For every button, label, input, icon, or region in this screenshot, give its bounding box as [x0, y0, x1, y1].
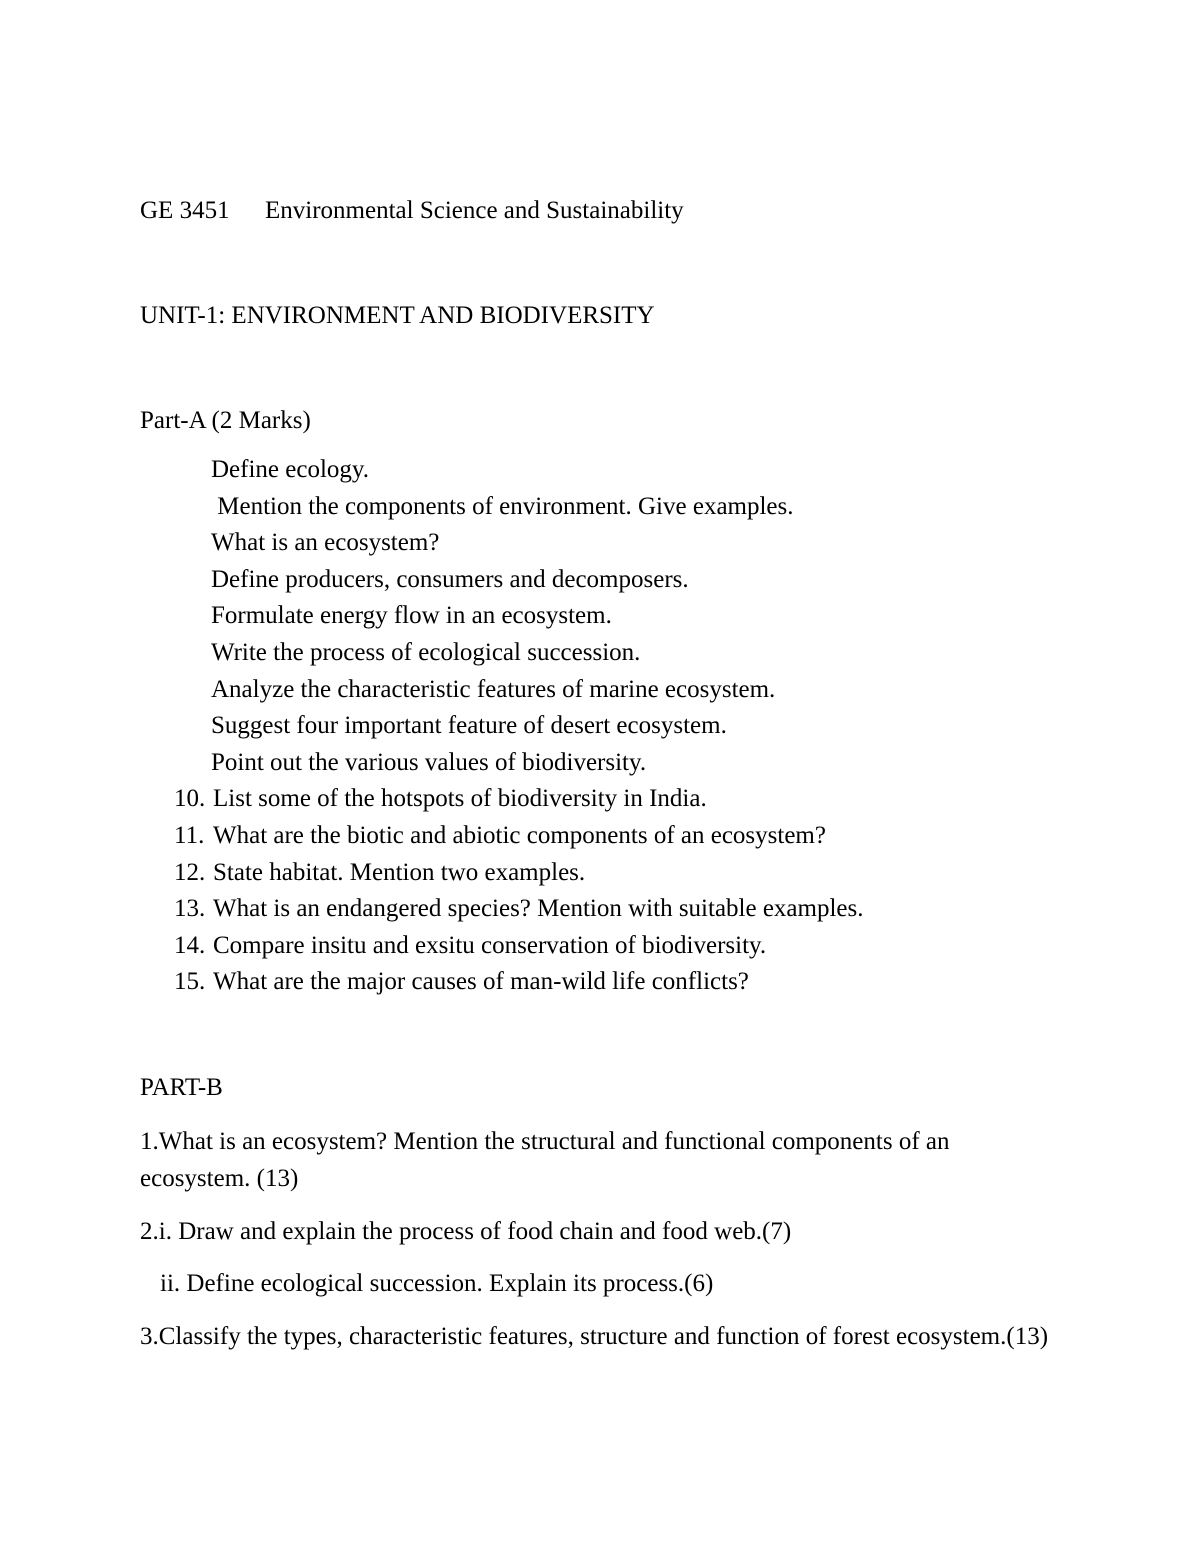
question-text: Write the process of ecological succession.: [211, 638, 641, 666]
part-b-title: PART-B: [140, 1074, 223, 1101]
course-name: Environmental Science and Sustainability: [265, 197, 684, 224]
question-number: 12.: [174, 858, 206, 886]
question-text: State habitat. Mention two examples.: [213, 858, 586, 886]
question-text: Mention the components of environment. Give examples.: [211, 492, 794, 520]
question-text: Point out the various values of biodiversity.: [211, 748, 647, 776]
question-number: 10.: [174, 785, 206, 813]
question-text: What is an ecosystem?: [211, 529, 440, 557]
course-code: GE 3451: [140, 197, 230, 224]
course-title: [140, 196, 684, 226]
question-text: What is an endangered species? Mention with suitable examples.: [213, 895, 864, 923]
question-number: 11.: [174, 821, 205, 849]
question-text: Define producers, consumers and decomposers.: [211, 565, 689, 593]
part-b-question-2-ii: ii. Define ecological succession. Explain its process.(6): [160, 1270, 714, 1297]
unit-title: UNIT-1: ENVIRONMENT AND BIODIVERSITY: [140, 302, 655, 329]
question-text: Formulate energy flow in an ecosystem.: [211, 602, 612, 630]
question-text: What are the biotic and abiotic components of an ecosystem?: [213, 821, 826, 849]
part-b-question-3: 3.Classify the types, characteristic features, structure and function of forest ecosystem.(13): [140, 1323, 1049, 1350]
question-number: 13.: [174, 895, 206, 923]
part-a-title: Part-A (2 Marks): [140, 407, 311, 434]
question-text: Compare insitu and exsitu conservation of biodiversity.: [213, 931, 767, 959]
question-text: What are the major causes of man-wild life conflicts?: [213, 968, 749, 996]
question-text: Analyze the characteristic features of marine ecosystem.: [211, 675, 776, 703]
part-b-question-1: 1.What is an ecosystem? Mention the structural and functional components of an ecosystem. (13): [140, 1128, 950, 1192]
question-text: Define ecology.: [211, 456, 370, 483]
question-text: List some of the hotspots of biodiversity in India.: [213, 785, 707, 813]
question-number: 15.: [174, 968, 206, 996]
part-b-question-2-i: 2.i. Draw and explain the process of food chain and food web.(7): [140, 1218, 792, 1245]
question-text: Suggest four important feature of desert ecosystem.: [211, 712, 727, 740]
question-number: 14.: [174, 931, 206, 959]
